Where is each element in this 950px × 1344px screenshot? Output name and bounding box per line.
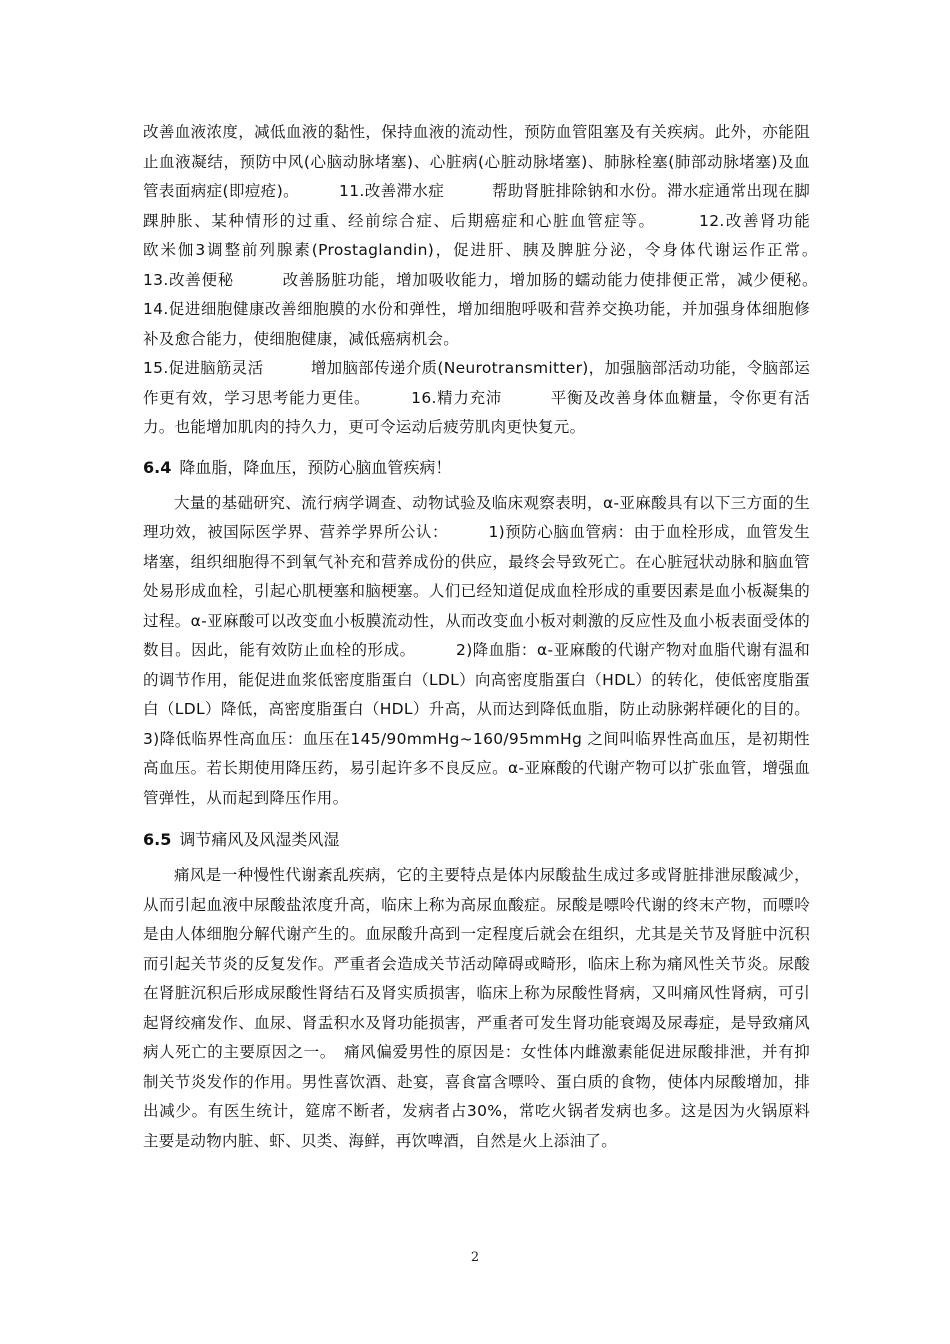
section-6-5-heading	[143, 827, 810, 853]
section-number: 6.4	[143, 457, 172, 477]
section-title: 降血脂，降血压，预防心脑血管疾病！	[179, 457, 452, 477]
section-6-5-paragraph: 痛风是一种慢性代谢紊乱疾病，它的主要特点是体内尿酸盐生成过多或肾脏排泄尿酸减少，从而引起血液中尿酸盐浓度升高，临床上称为高尿血酸症。尿酸是嘌呤代谢的终末产物，而嘌呤是由人体细胞分解代谢产生的。血尿酸升高到一定程度后就会在组织，尤其是关节及肾脏中沉积而引起关节炎的反复发作。严重者会造成关节活动障碍或畸形，临床上称为痛风性关节炎。尿酸在肾脏沉积后形成尿酸性肾结石及肾实质损害，临床上称为尿酸性肾病，又叫痛风性肾病，可引起肾绞痛发作、血尿、肾盂积水及肾功能损害，严重者可发生肾功能衰竭及尿毒症，是导致痛风病人死亡的主要原因之一。 痛风偏爱男性的原因是：女性体内雌激素能促进尿酸排泄，并有抑制关节炎发作的作用。男性喜饮酒、赴宴，喜食富含嘌呤、蛋白质的食物，使体内尿酸增加，排出减少。有医生统计，筵席不断者，发病者占30%，常吃火锅者发病也多。这是因为火锅原料主要是动物内脏、虾、贝类、海鲜，再饮啤酒，自然是火上添油了。	[143, 866, 810, 1150]
document-page	[143, 118, 858, 1156]
section-title: 调节痛风及风湿类风湿	[179, 830, 340, 849]
page-number: 2	[470, 1250, 480, 1265]
intro-paragraph: 改善血液浓度，减低血液的黏性，保持血液的流动性，预防血管阻塞及有关疾病。此外，亦能阻止血液凝结，预防中风(心脑动脉堵塞)、心脏病(心脏动脉堵塞)、肺脉栓塞(肺部动脉堵塞)及血管表面病症(即痘疮)。 11.改善滞水症 帮助肾脏排除钠和水份。滞水症通常出现在脚踝肿胀、某种情形的过重、经前综合症、后期癌症和心脏血管症等。 12.改善肾功能 欧米伽3调整前列腺素(Prostaglandin)，促进肝、胰及脾脏分泌，令身体代谢运作正常。 13.改善便秘 改善肠脏功能，增加吸收能力，增加肠的蠕动能力使排便正常，减少便秘。 14.促进细胞健康改善细胞膜的水份和弹性，增加细胞呼吸和营养交换功能，并加强身体细胞修补及愈合能力，使细胞健康，减低癌病机会。	[143, 123, 858, 348]
section-number: 6.5	[143, 830, 172, 849]
section-6-4-heading	[143, 455, 810, 481]
section-6-4-paragraph: 大量的基础研究、流行病学调查、动物试验及临床观察表明，α-亚麻酸具有以下三方面的生理功效，被国际医学界、营养学界所公认： 1)预防心脑血管病：由于血栓形成，血管发生堵塞，组织细胞得不到氧气补充和营养成份的供应，最终会导致死亡。在心脏冠状动脉和脑血管处易形成血栓，引起心肌梗塞和脑梗塞。人们已经知道促成血栓形成的重要因素是血小板凝集的过程。α-亚麻酸可以改变血小板膜流动性，从而改变血小板对刺激的反应性及血小板表面受体的数目。因此，能有效防止血栓的形成。 2)降血脂：α-亚麻酸的代谢产物对血脂代谢有温和的调节作用，能促进血浆低密度脂蛋白（LDL）向高密度脂蛋白（HDL）的转化，使低密度脂蛋白（LDL）降低，高密度脂蛋白（HDL）升高，从而达到降低血脂，防止动脉粥样硬化的目的。3)降低临界性高血压：血压在145/90mmHg~160/95mmHg 之间叫临界性高血压，是初期性高血压。若长期使用降压药，易引起许多不良反应。α-亚麻酸的代谢产物可以扩张血管，增强血管弹性，从而起到降压作用。	[143, 493, 810, 807]
item-15-paragraph: 15.促进脑筋灵活 增加脑部传递介质(Neurotransmitter)，加强脑部活动功能，令脑部运作更有效，学习思考能力更佳。 16.精力充沛 平衡及改善身体血糖量，令你更有活力。也能增加肌肉的持久力，更可令运动后疲劳肌肉更快复元。	[143, 359, 810, 436]
